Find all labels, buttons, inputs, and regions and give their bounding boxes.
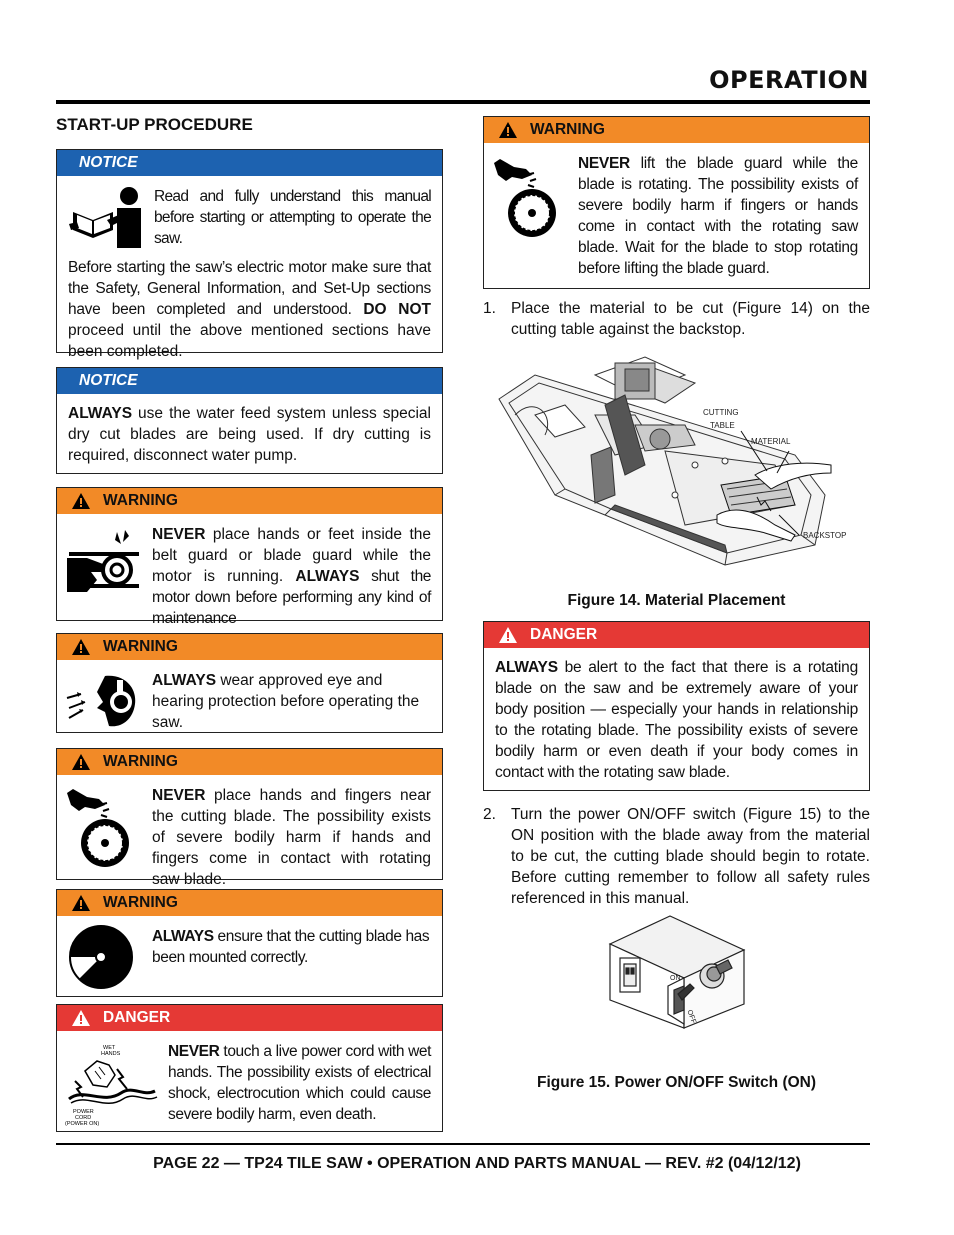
danger-header-label: DANGER [530, 626, 598, 643]
danger-triangle-icon [498, 626, 518, 644]
warning-text-1: place hands or feet inside the belt guard or blade guard while the motor is running. [152, 526, 431, 585]
danger-text-body: touch a live power cord with wet hands. The possibility exists of electrical shock, electrocution which could cause severe bodily harm, even death. [168, 1043, 431, 1123]
warning-text-body: wear approved eye and hearing protection before operating the saw. [152, 672, 420, 731]
danger-box-power-cord [56, 1004, 443, 1132]
danger-text [484, 648, 869, 783]
warning-triangle-icon [71, 894, 91, 912]
step-1 [483, 298, 870, 340]
notice-header: NOTICE [57, 150, 442, 176]
label-backstop: BACKSTOP [803, 531, 847, 540]
warning-header [57, 634, 442, 660]
notice-text-bold: ALWAYS [68, 405, 133, 422]
danger-triangle-icon [71, 1009, 91, 1027]
notice-header: NOTICE [57, 368, 442, 394]
footer-rule [56, 1143, 870, 1145]
warning-bold-2: ALWAYS [295, 568, 360, 585]
warning-header-label: WARNING [103, 894, 178, 911]
warning-text-body: place hands and fingers near the cutting blade. The possibility exists of severe bodily harm if hands and fingers come in contact with rotating saw blade. [152, 787, 431, 888]
warning-bold: ALWAYS [152, 928, 214, 945]
warning-triangle-icon [71, 753, 91, 771]
warning-box-blade-mounted [56, 889, 443, 997]
wet-hands-label-2: HANDS [101, 1051, 121, 1057]
power-cord-wet-hands-icon [63, 1041, 159, 1129]
notice-text-body: use the water feed system unless special dry cut blades are being used. If dry cutting is required, disconnect water pump. [68, 405, 431, 464]
warning-box-blade-hands [56, 748, 443, 888]
warning-bold: NEVER [578, 155, 630, 172]
warning-triangle-icon [71, 492, 91, 510]
material-placement-figure [495, 355, 865, 570]
power-switch-figure [608, 914, 748, 1030]
eye-ear-protection-icon [65, 672, 141, 730]
danger-header [484, 622, 869, 648]
warning-box-blade-guard [483, 116, 870, 289]
blade-icon [67, 924, 135, 990]
step-number: 2. [483, 806, 496, 823]
notice-text [57, 394, 442, 466]
label-cutting-table-2: TABLE [710, 421, 735, 430]
notice-box-manual [56, 149, 443, 360]
page-footer: PAGE 22 — TP24 TILE SAW • OPERATION AND PARTS MANUAL — REV. #2 (04/12/12) [153, 1155, 801, 1172]
warning-bold: ALWAYS [152, 672, 217, 689]
warning-header [57, 749, 442, 775]
warning-box-belt-guard [56, 487, 443, 627]
warning-text [152, 785, 431, 890]
warning-header-label: WARNING [103, 638, 178, 655]
figure-14-caption: Figure 14. Material Placement [567, 592, 786, 609]
power-cord-label-3: (POWER ON) [65, 1121, 100, 1127]
notice-box-water [56, 367, 443, 474]
warning-box-eye-ear [56, 633, 443, 733]
wet-hands-label: WET [103, 1045, 116, 1051]
power-cord-label-2: CORD [75, 1115, 92, 1121]
hand-blade-icon [492, 157, 562, 239]
warning-triangle-icon [498, 121, 518, 139]
step-text: Turn the power ON/OFF switch (Figure 15) to the ON position with the blade away from the material to be cut, the cutting blade should begin to rotate. Before cutting remember to follow all safety rules referenced in this manual. [511, 806, 870, 907]
notice-text-1: Read and fully understand this manual before starting or attempting to operate the saw. [154, 188, 431, 247]
danger-bold: NEVER [168, 1043, 220, 1060]
warning-text-body: lift the blade guard while the blade is rotating. The possibility exists of severe bodily harm if fingers or hands come in contact with the rotating saw blade. Wait for the blade to stop rotating before lifting the blade guard. [578, 155, 858, 277]
warning-text [152, 670, 431, 733]
warning-bold: NEVER [152, 787, 206, 804]
notice-text-2-bold: DO NOT [363, 301, 431, 318]
notice-text-2 [68, 257, 431, 362]
danger-text-body: be alert to the fact that there is a rotating blade on the saw and be extremely aware of your body position — especially your hands in relationship to the rotating blade. The possibility exists of severe bodily harm or even death if your body comes in contact with the rotating saw blade. [495, 659, 858, 781]
header-rule [56, 100, 870, 104]
warning-header [57, 488, 442, 514]
danger-box-rotating-blade [483, 621, 870, 791]
danger-header [57, 1005, 442, 1031]
label-on: ON [670, 975, 681, 982]
warning-text-2: shut the motor down before performing any kind of maintenance [152, 568, 432, 627]
warning-bold-1: NEVER [152, 526, 206, 543]
hand-blade-icon [65, 787, 135, 869]
notice-text-2-start: Before starting the saw’s electric motor make sure that the Safety, General Information, and Set-Up sections have been completed and understood. [68, 259, 431, 318]
step-number: 1. [483, 300, 496, 317]
warning-text [152, 524, 431, 629]
page-title: OPERATION [709, 66, 869, 94]
warning-triangle-icon [71, 638, 91, 656]
warning-text [578, 153, 858, 279]
step-text: Place the material to be cut (Figure 14) on the cutting table against the backstop. [511, 300, 870, 338]
step-2 [483, 804, 870, 909]
warning-header-label: WARNING [103, 753, 178, 770]
power-cord-label: POWER [73, 1109, 94, 1115]
label-material: MATERIAL [751, 437, 791, 446]
warning-header [484, 117, 869, 143]
warning-header [57, 890, 442, 916]
notice-text-2-end: proceed until the above mentioned sections have been completed. [68, 322, 431, 360]
warning-text-body: ensure that the cutting blade has been mounted correctly. [152, 928, 430, 966]
warning-text [152, 926, 431, 968]
section-heading: START-UP PROCEDURE [56, 115, 253, 134]
read-manual-icon [67, 186, 143, 248]
figure-15-caption: Figure 15. Power ON/OFF Switch (ON) [536, 1074, 817, 1091]
warning-header-label: WARNING [103, 492, 178, 509]
warning-header-label: WARNING [530, 121, 605, 138]
danger-header-label: DANGER [103, 1009, 171, 1026]
danger-bold: ALWAYS [495, 659, 558, 676]
hand-belt-guard-icon [67, 528, 143, 598]
label-cutting-table: CUTTING [703, 408, 739, 417]
label-off: OFF [685, 1009, 697, 1025]
danger-text [168, 1041, 431, 1125]
